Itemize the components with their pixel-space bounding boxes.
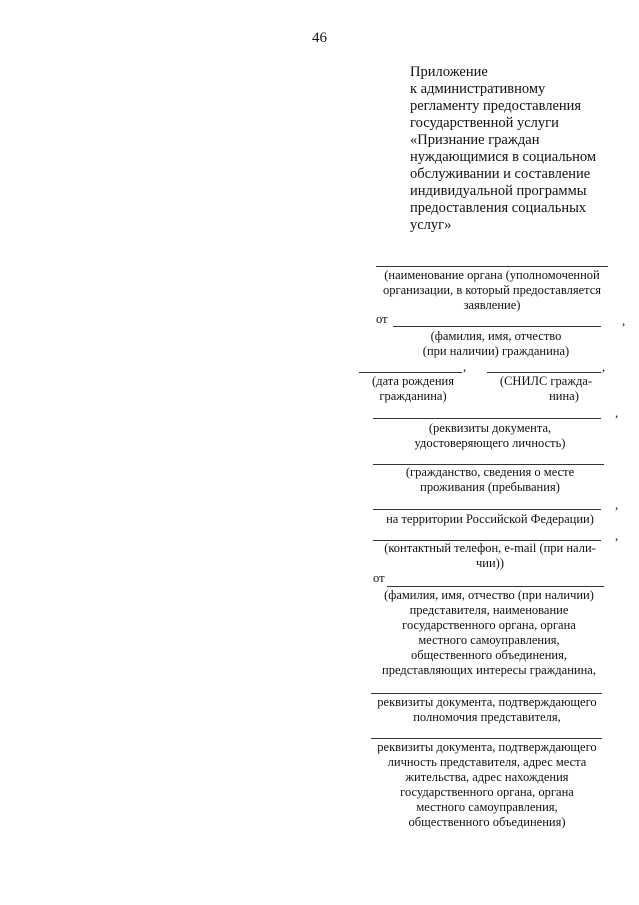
comma: , [622, 313, 626, 328]
representative-identity-caption: реквизиты документа, подтверждающего личность представителя, адрес места жительства, адрес нахождения государственного органа, органа местного самоуправления, общественного объединения) [377, 740, 597, 829]
appendix-line: Приложение [410, 64, 488, 80]
organ-caption: (наименование органа (уполномоченной организации, в который предоставляется заявление) [382, 268, 602, 312]
snils-line[interactable] [487, 372, 601, 373]
applicant-fio-line[interactable] [393, 326, 601, 327]
representative-line[interactable] [387, 586, 604, 587]
fio-caption: (фамилия, имя, отчество (при наличии) гражданина) [422, 329, 570, 358]
appendix-line: регламенту предоставления [410, 98, 582, 114]
residence-line[interactable] [373, 509, 601, 510]
from-label-representative: от [373, 571, 385, 585]
organ-name-line[interactable] [376, 266, 608, 267]
comma: , [615, 528, 619, 543]
territory-caption: на территории Российской Федерации) [386, 512, 594, 526]
appendix-header [410, 64, 596, 234]
appendix-line: «Признание граждан [410, 132, 540, 148]
contact-caption: (контактный телефон, e-mail (при нали- чии)) [384, 541, 596, 570]
page-number: 46 [312, 30, 327, 46]
appendix-line: услуг» [410, 217, 452, 233]
appendix-line: к административному [410, 81, 546, 97]
comma: , [615, 497, 619, 512]
citizenship-caption: (гражданство, сведения о месте проживания (пребывания) [405, 465, 575, 494]
birth-date-caption: (дата рождения гражданина) [372, 374, 454, 403]
comma: , [615, 405, 619, 420]
comma: , [463, 359, 467, 374]
from-label: от [376, 312, 388, 326]
authority-document-caption: реквизиты документа, подтверждающего полномочия представителя, [377, 695, 597, 724]
comma: , [602, 359, 606, 374]
authority-document-line[interactable] [371, 693, 602, 694]
identity-document-caption: (реквизиты документа, удостоверяющего личность) [414, 421, 566, 450]
identity-document-line[interactable] [373, 418, 601, 419]
representative-identity-line[interactable] [371, 738, 602, 739]
representative-caption: (фамилия, имя, отчество (при наличии) представителя, наименование государственного органа, органа местного самоуправления, общественного объединения, представляющих интересы гражданина, [382, 588, 596, 677]
appendix-line: обслуживании и составление [410, 166, 591, 182]
appendix-line: нуждающимися в социальном [410, 149, 597, 165]
appendix-line: индивидуальной программы [410, 183, 587, 199]
appendix-line: предоставления социальных [410, 200, 587, 216]
appendix-line: государственной услуги [410, 115, 559, 131]
birth-date-line[interactable] [359, 372, 462, 373]
snils-caption: (СНИЛС гражда- нина) [499, 374, 593, 403]
